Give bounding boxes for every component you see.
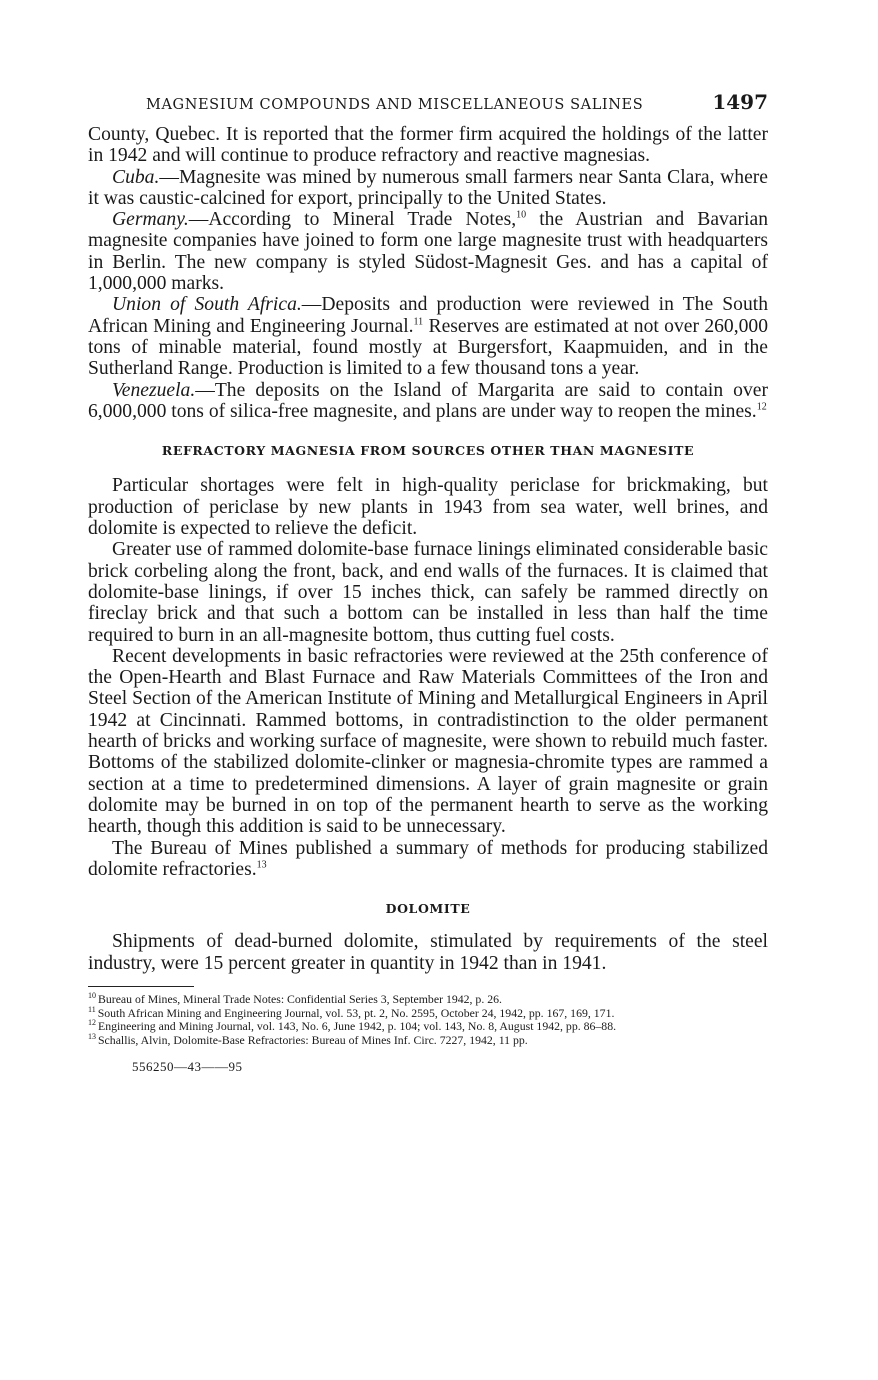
paragraph-south-africa: Union of South Africa.—Deposits and production were reviewed in The South African Mining and Engineering Journal.$^{11}$ Reserves are estimated at not over 260,000 tons of minable material, found mostly at Burgersfort, Kaapmuiden, and in the Sutherland Range. Production is limited to a few thousand tons a year. bbox=[88, 294, 769, 380]
footnote-ref-10: 10 bbox=[516, 209, 527, 221]
body-text bbox=[88, 124, 768, 974]
paragraph-quebec: County, Quebec. It is reported that the former firm acquired the holdings of the latter in 1942 and will continue to produce refractory and reactive magnesias. bbox=[88, 124, 768, 167]
footnote-10: $^{10}$ Bureau of Mines, Mineral Trade Notes: Confidential Series 3, September 1942, p. 26. bbox=[88, 991, 502, 1006]
footnote-13: $^{13}$ Schallis, Alvin, Dolomite-Base Refractories: Bureau of Mines Inf. Circ. 7227, 1942, 11 pp. bbox=[88, 1031, 528, 1047]
paragraph-periclase: Particular shortages were felt in high-quality periclase for brickmaking, but production of periclase by new plants in 1943 from sea water, well brines, and dolomite is expected to relieve the deficit. bbox=[88, 475, 768, 540]
footnote-11: $^{11}$ South African Mining and Engineering Journal, vol. 53, pt. 2, No. 2595, October 24, 1942, pp. 167, 169, 171. bbox=[88, 1004, 615, 1020]
footnote-12: $^{12}$ Engineering and Mining Journal, vol. 143, No. 6, June 1942, p. 104; vol. 143, No. 8, August 1942, pp. 86–88. bbox=[88, 1018, 617, 1034]
document-page bbox=[88, 90, 768, 1075]
paragraph-dolomite-linings: Greater use of rammed dolomite-base furnace linings eliminated considerable basic brick corbeling along the front, back, and end walls of the furnaces. It is claimed that dolomite-base linings, if over 15 inches thick, can safely be rammed directly on fireclay brick and that such a bottom can be installed in less than half the time required to burn in an all-magnesite bottom, thus cutting fuel costs. bbox=[88, 539, 768, 646]
paragraph-cuba: Cuba.—Magnesite was mined by numerous small farmers near Santa Clara, where it was caustic-calcined for export, principally to the United States. bbox=[88, 166, 768, 209]
footnote-divider bbox=[88, 986, 194, 987]
page-number: 1497 bbox=[712, 90, 768, 114]
footnote-ref-12: 12 bbox=[756, 401, 767, 413]
country-label-venezuela: Venezuela. bbox=[112, 379, 196, 401]
paragraph-basic-refractories: Recent developments in basic refractories were reviewed at the 25th conference of the Open-Hearth and Blast Furnace and Raw Materials Committees of the Iron and Steel Section of the American Institute of Mining and Metallurgical Engineers in April 1942 at Cincinnati. Rammed bottoms, in contradistinction to the older permanent hearth of bricks and working surface of magnesite, were shown to rebuild much faster. Bottoms of the stabilized dolomite-clinker or magnesia-chromite types are rammed a section at a time to predetermined dimensions. A layer of grain magnesite or grain dolomite may be burned in on top of the permanent hearth to serve as the working hearth, though this addition is said to be unnecessary. bbox=[88, 645, 768, 838]
paragraph-dolomite-shipments: Shipments of dead-burned dolomite, stimulated by requirements of the steel industry, were 15 percent greater in quantity in 1942 than in 1941. bbox=[88, 931, 768, 974]
country-label-germany: Germany. bbox=[112, 209, 189, 231]
running-title: MAGNESIUM COMPOUNDS AND MISCELLANEOUS SALINES bbox=[146, 97, 644, 113]
section-heading-refractory: REFRACTORY MAGNESIA FROM SOURCES OTHER THAN MAGNESITE bbox=[161, 443, 695, 459]
paragraph-venezuela: Venezuela.—The deposits on the Island of Margarita are said to contain over 6,000,000 tons of silica-free magnesite, and plans are under way to reopen the mines.$^{12}$ bbox=[88, 379, 768, 422]
paragraph-bureau-summary: The Bureau of Mines published a summary of methods for producing stabilized dolomite refractories.$^{13}$ bbox=[88, 837, 768, 880]
running-head bbox=[88, 90, 768, 114]
footnote-ref-11: 11 bbox=[413, 316, 424, 328]
paragraph-germany: Germany.—According to Mineral Trade Notes,$^{10}$ the Austrian and Bavarian magnesite companies have joined to form one large magnesite trust with headquarters in Berlin. The new company is styled Südost-Magnesit Ges. and has a capital of 1,000,000 marks. bbox=[88, 209, 768, 295]
print-job-code: 556250—43——95 bbox=[132, 1059, 243, 1075]
footnote-ref-13: 13 bbox=[256, 859, 267, 871]
section-heading-dolomite: DOLOMITE bbox=[385, 901, 471, 917]
country-label-south-africa: Union of South Africa. bbox=[112, 294, 302, 316]
country-label-cuba: Cuba. bbox=[112, 166, 160, 188]
footnotes bbox=[88, 993, 768, 1047]
